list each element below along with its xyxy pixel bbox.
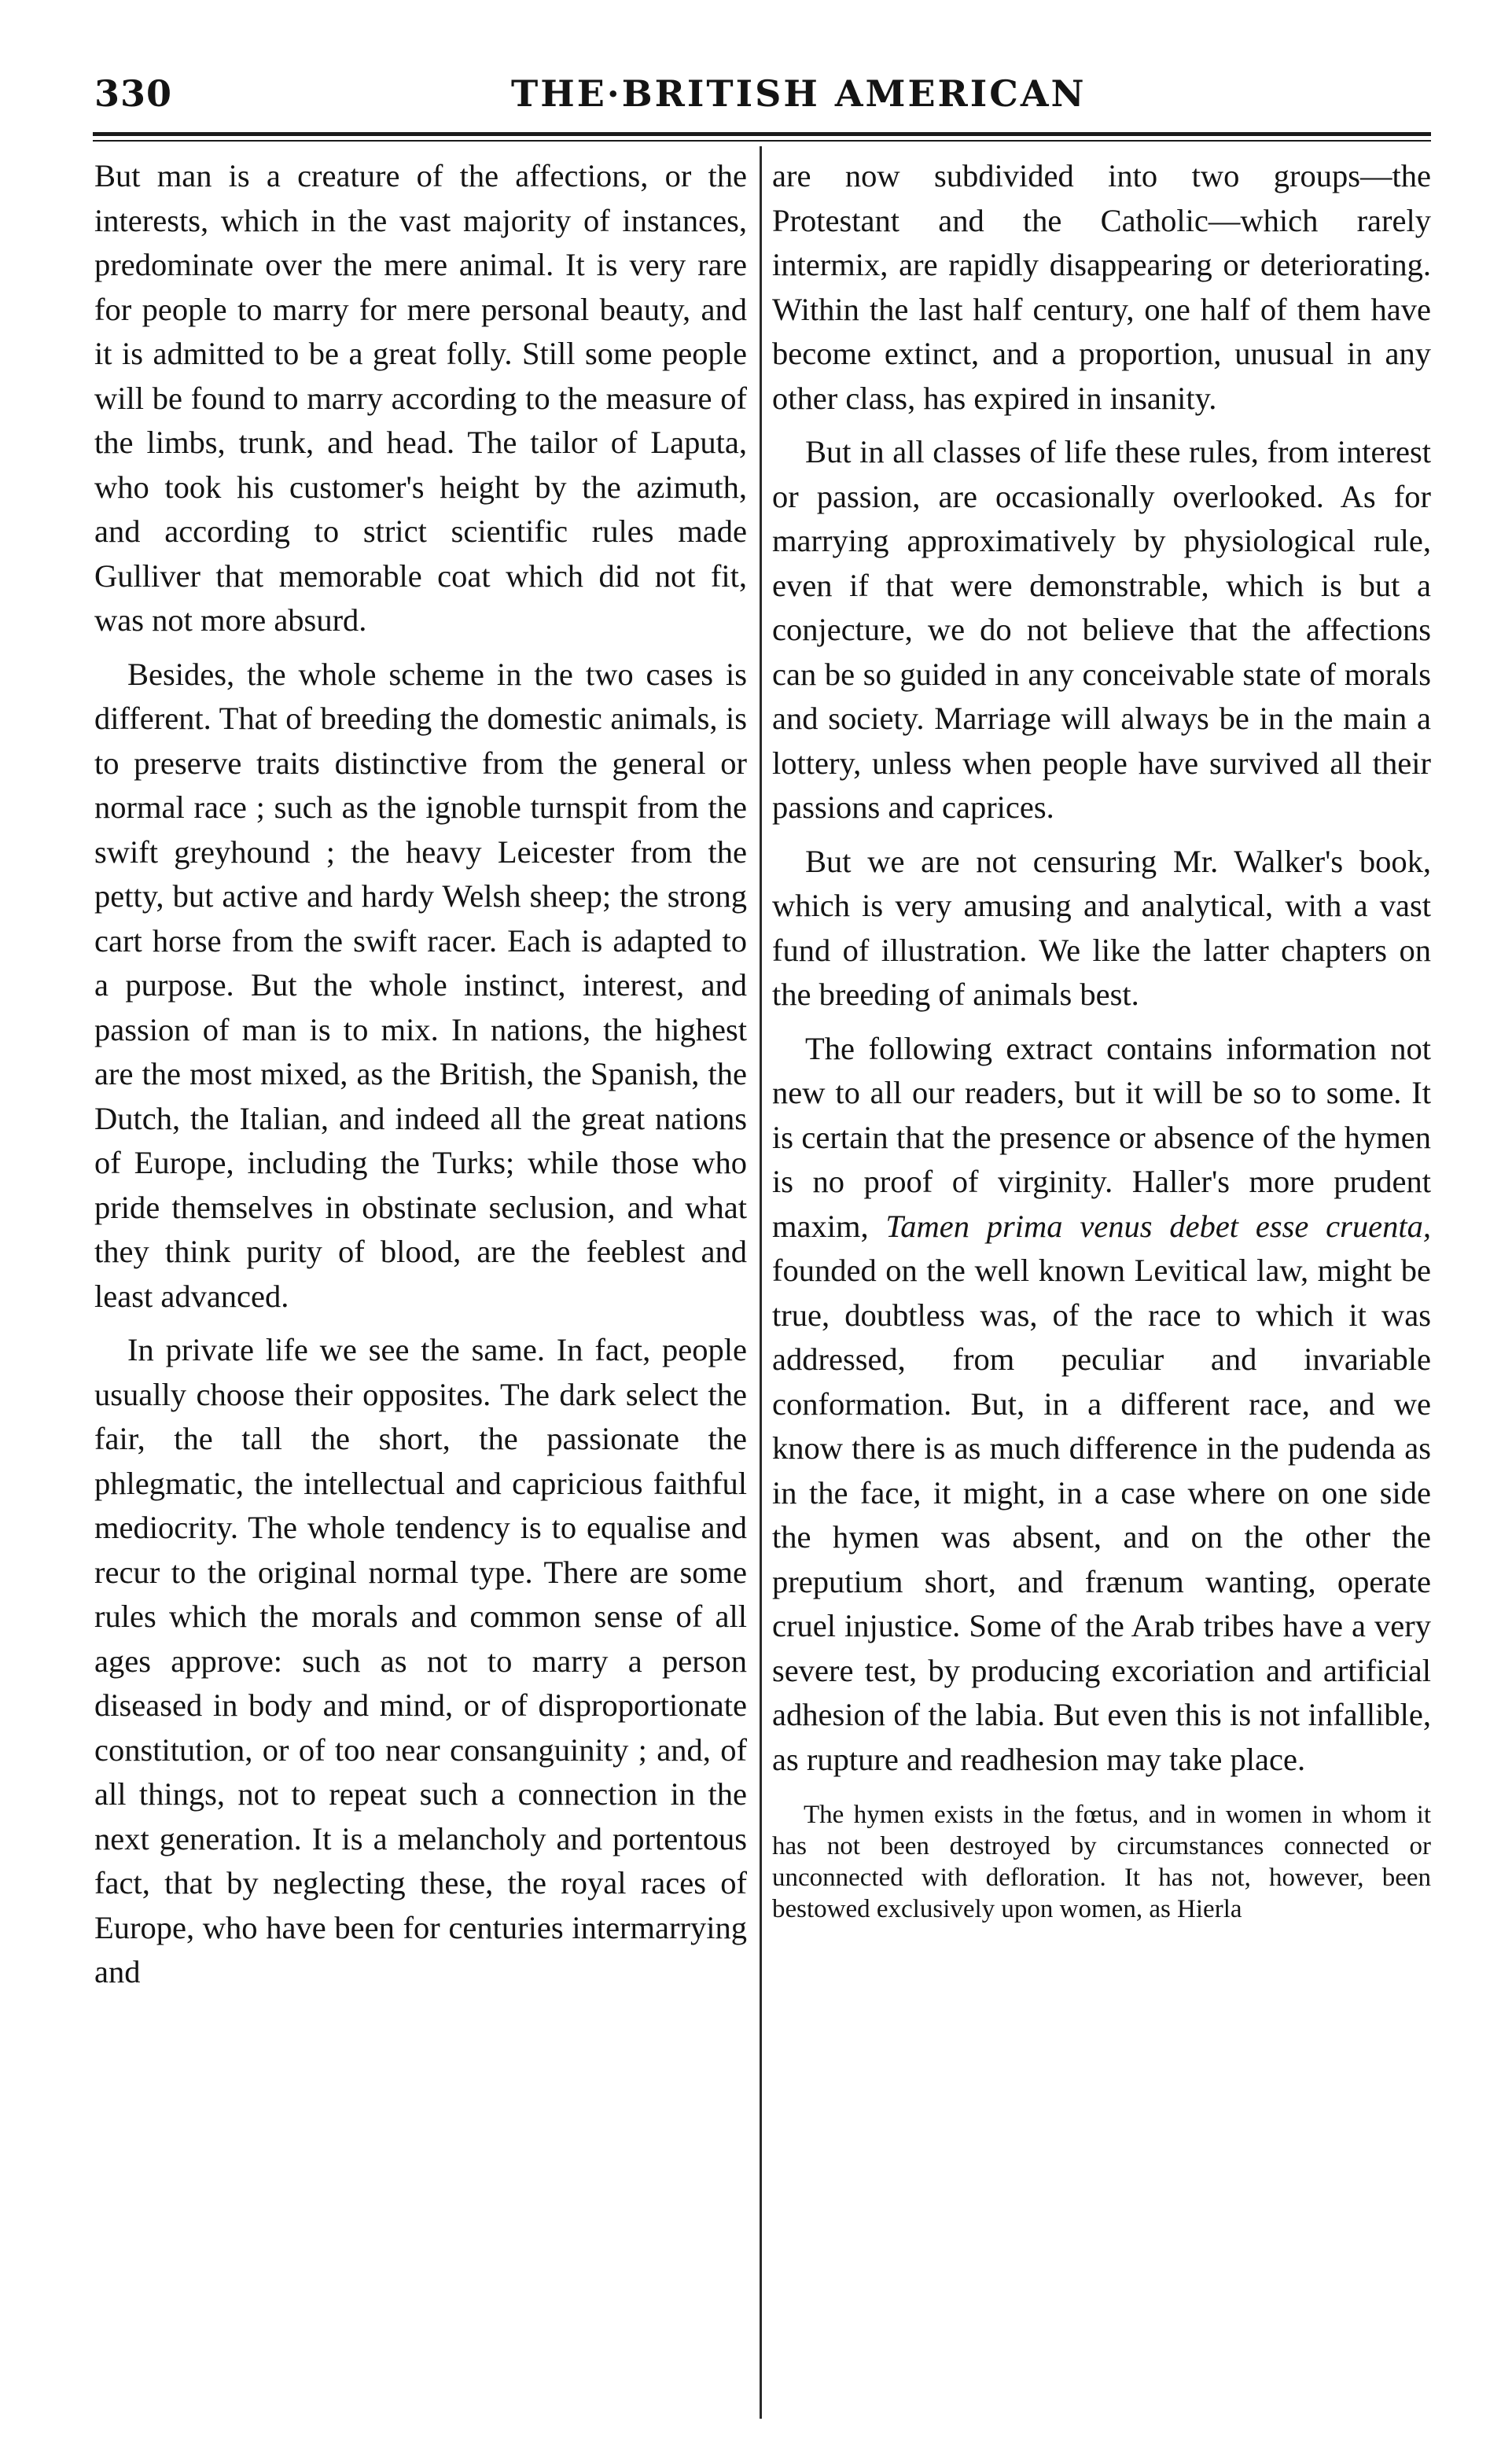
paragraph: are now subdivided into two groups—the Protestant and the Catholic—which rarely intermix, are rapidly disappearing or deteriorating. Within the last half century, one half of them have become extinct, and a proportion, unusual in any other class, has expired in insanity. (772, 158, 1431, 416)
paragraph (772, 1027, 1431, 1783)
latin-maxim: Tamen prima venus debet esse cruenta, (885, 1208, 1431, 1244)
header-rule-thin (93, 140, 1431, 142)
left-column (94, 154, 747, 2004)
column-divider (760, 146, 762, 2419)
header-rule-thick (93, 132, 1431, 136)
right-column (772, 154, 1431, 1951)
page-header (94, 72, 1431, 127)
paragraph: But we are not censuring Mr. Walker's book, which is very amusing and analytical, with a vast fund of illustration. We like the latter chapters on the breeding of animals best. (772, 843, 1431, 1012)
paragraph: But in all classes of life these rules, from interest or passion, are occasionally overlooked. As for marrying approximatively by physiological rule, even if that were demonstrable, which is but a conjecture, we do not believe that the affections can be so guided in any conceivable state of morals and society. Marriage will always be in the main a lottery, unless when people have survived all their passions and caprices. (772, 434, 1431, 825)
page-number: 330 (94, 72, 173, 115)
footnote-text: The hymen exists in the fœtus, and in women in whom it has not been destroyed by circumstances connected or unconnected with defloration. It has not, however, been bestowed exclusively upon women, as Hierla (772, 1801, 1431, 1923)
paragraph: Besides, the whole scheme in the two cases is different. That of breeding the domestic animals, is to preserve traits distinctive from the general or normal race ; such as the ignoble turnspit from the swift greyhound ; the heavy Leicester from the petty, but active and hardy Welsh sheep; the strong cart horse from the swift racer. Each is adapted to a purpose. But the whole instinct, interest, and passion of man is to mix. In nations, the highest are the most mixed, as the British, the Spanish, the Dutch, the Italian, and indeed all the great nations of Europe, including the Turks; while those who pride themselves in obstinate seclusion, and what they think purity of blood, are the feeblest and least advanced. (94, 656, 747, 1314)
paragraph-text: founded on the well known Levitical law, might be true, doubtless was, of the race to which it was addressed, from peculiar and invariable conformation. But, in a different race, and we know there is as much difference in the pudenda as in the face, it might, in a case where on one side the hymen was absent, and on the other the preputium short, and frænum wanting, operate cruel injustice. Some of the Arab tribes have a very severe test, by producing excoriation and artificial adhesion of the labia. But even this is not infallible, as rupture and readhesion may take place. (772, 1253, 1431, 1777)
paragraph-text: The following extract contains information not new to all our readers, but it will be so to some. It is certain that the presence or absence of the hymen is no proof of virginity. Haller's more prudent maxim, (772, 1030, 1431, 1244)
running-title: THE·BRITISH AMERICAN (511, 72, 1087, 115)
paragraph: In private life we see the same. In fact, people usually choose their opposites. The dark select the fair, the tall the short, the passionate the phlegmatic, the intellectual and capricious faithful mediocrity. The whole tendency is to equalise and recur to the original normal type. There are some rules which the morals and common sense of all ages approve: such as not to marry a person diseased in body and mind, or of disproportionate constitution, or of too near consanguinity ; and, of all things, not to repeat such a connection in the next generation. It is a melancholy and portentous fact, that by neglecting these, the royal races of Europe, who have been for centuries intermarrying and (94, 1332, 747, 1989)
paragraph: But man is a creature of the affections, or the interests, which in the vast majority of instances, predominate over the mere animal. It is very rare for people to marry for mere personal beauty, and it is admitted to be a great folly. Still some people will be found to marry according to the measure of the limbs, trunk, and head. The tailor of Laputa, who took his customer's height by the azimuth, and according to strict scientific rules made Gulliver that memorable coat which did not fit, was not more absurd. (94, 158, 747, 638)
